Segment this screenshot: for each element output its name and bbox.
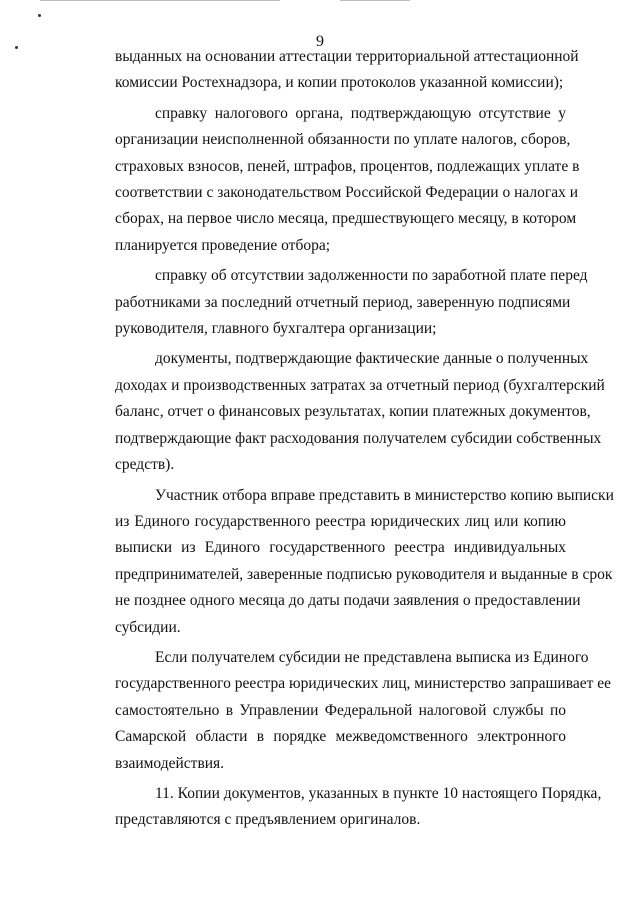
text-line: взаимодействия. [115, 754, 225, 772]
text-line: Самарской области в порядке межведомственного электронного [115, 728, 566, 746]
scan-artifact-line [340, 0, 410, 1]
text-line: справку об отсутствии задолженности по заработной плате перед [155, 267, 588, 285]
text-line: самостоятельно в Управлении Федеральной налоговой службы по [115, 701, 566, 719]
text-line: сборах, на первое число месяца, предшествующего месяцу, в котором [115, 210, 577, 228]
page-number: 9 [316, 33, 324, 50]
text-line: соответствии с законодательством Российской Федерации о налогах и [115, 184, 579, 202]
text-line: Если получателем субсидии не представлена выписка из Единого [155, 648, 589, 666]
text-line: баланс, отчет о финансовых результатах, копии платежных документов, [115, 403, 591, 421]
paragraph [75, 101, 580, 259]
text-line: представляются с предъявлением оригиналов. [115, 811, 421, 829]
text-line: руководителя, главного бухгалтера организации; [115, 320, 437, 338]
paragraph [75, 263, 588, 342]
text-line: 11. Копии документов, указанных в пункте 10 настоящего Порядка, [155, 784, 602, 802]
paragraph [75, 781, 602, 834]
text-line: организации неисполненной обязанности по уплате налогов, сборов, [115, 131, 571, 149]
scan-artifact-line [40, 0, 280, 1]
text-line: из Единого государственного реестра юридических лиц или копию [115, 512, 566, 530]
paragraph [75, 483, 614, 641]
scan-speck [38, 14, 41, 17]
text-line: доходах и производственных затратах за отчетный период (бухгалтерский [115, 376, 605, 394]
text-line: работниками за последний отчетный период, заверенную подписями [115, 293, 571, 311]
text-line: справку налогового органа, подтверждающую отсутствие у [155, 104, 566, 122]
text-line: планируется проведение отбора; [115, 236, 331, 254]
text-line: выданных на основании аттестации территориальной аттестационной [115, 48, 579, 65]
text-line: Участник отбора вправе представить в министерство копию выписки [155, 486, 614, 504]
text-line: предпринимателей, заверенные подписью руководителя и выданные в срок [115, 565, 613, 583]
text-line: комиссии Ростехнадзора, и копии протоколов указанной комиссии); [115, 74, 564, 92]
paragraph [75, 44, 579, 97]
body-text [75, 44, 614, 834]
paragraph [75, 346, 605, 478]
text-line: выписки из Единого государственного реестра индивидуальных [115, 539, 566, 557]
text-line: подтверждающие факт расходования получателем субсидии собственных [115, 429, 602, 447]
paragraph [75, 645, 611, 777]
text-line: государственного реестра юридических лиц, министерство запрашивает ее [115, 675, 611, 693]
text-line: документы, подтверждающие фактические данные о полученных [155, 350, 589, 368]
text-line: субсидии. [115, 618, 181, 636]
text-line: не позднее одного месяца до даты подачи заявления о предоставлении [115, 592, 581, 610]
text-line: средств). [115, 456, 175, 474]
text-line: страховых взносов, пеней, штрафов, процентов, подлежащих уплате в [115, 157, 580, 175]
